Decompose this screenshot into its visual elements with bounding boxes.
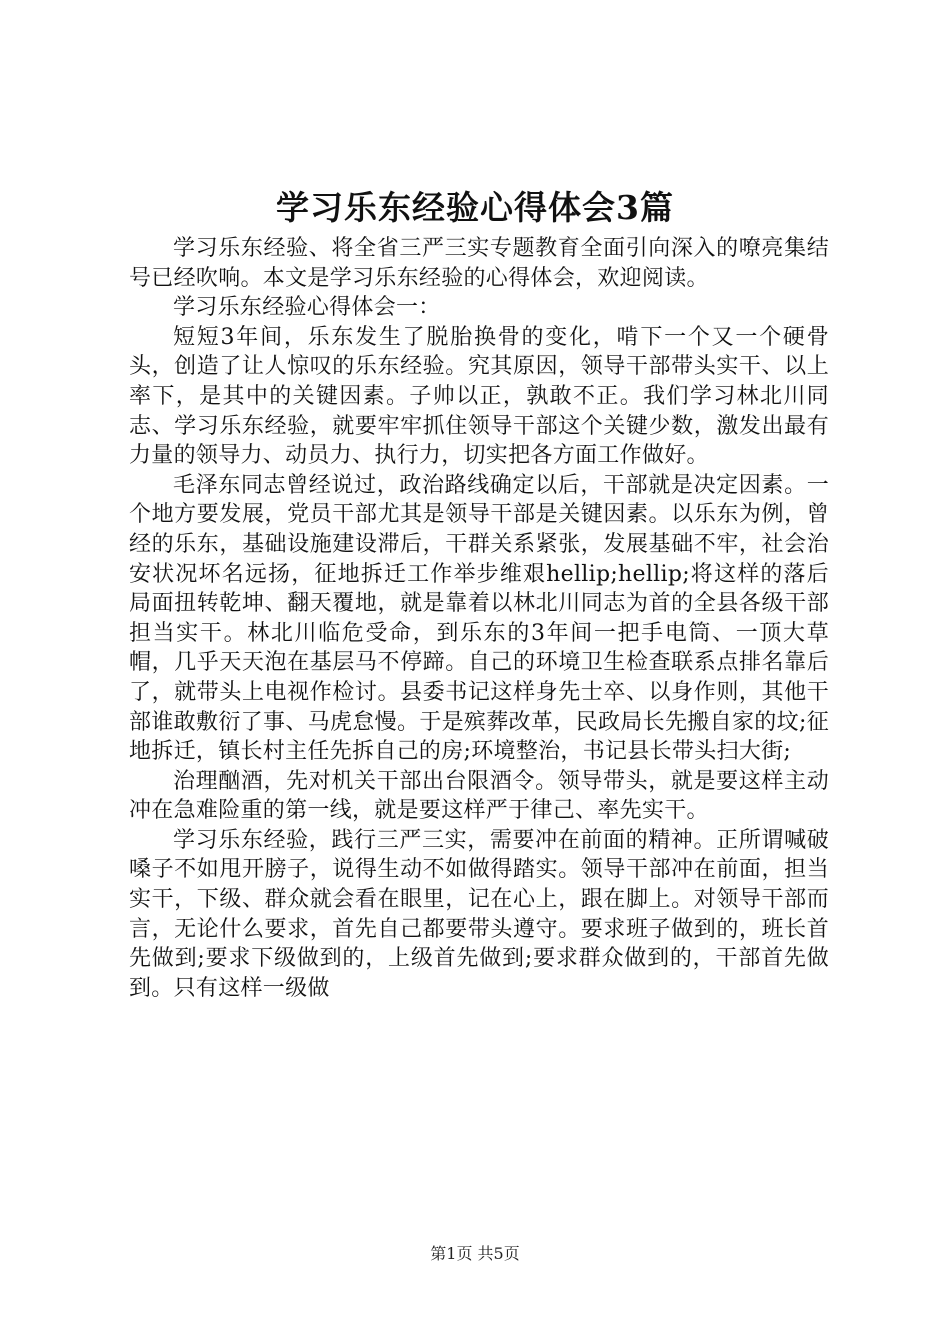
document-title: 学习乐东经验心得体会3篇	[276, 188, 674, 227]
paragraph-body-1: 短短3年间，乐东发生了脱胎换骨的变化，啃下一个又一个硬骨头，创造了让人惊叹的乐东经验。究其原因，领导干部带头实干、以上率下，是其中的关键因素。子帅以正，孰敢不正。我们学习林北川同志、学习乐东经验，就要牢牢抓住领导干部这个关键少数，激发出最有力量的领导力、动员力、执行力，切实把各方面工作做好。	[129, 324, 829, 469]
page-footer: 第1页 共5页	[430, 1244, 520, 1263]
paragraph-body-4: 学习乐东经验，践行三严三实，需要冲在前面的精神。正所谓喊破嗓子不如甩开膀子，说得生动不如做得踏实。领导干部冲在前面，担当实干，下级、群众就会看在眼里，记在心上，跟在脚上。对领导干部而言，无论什么要求，首先自己都要带头遵守。要求班子做到的，班长首先做到;要求下级做到的，上级首先做到;要求群众做到的，干部首先做到。只有这样一级做	[129, 827, 829, 1001]
paragraph-body-3: 治理酗酒，先对机关干部出台限酒令。领导带头，就是要这样主动冲在急难险重的第一线，就是要这样严于律己、率先实干。	[129, 768, 829, 824]
document-body	[129, 234, 829, 1003]
paragraph-intro: 学习乐东经验、将全省三严三实专题教育全面引向深入的嘹亮集结号已经吹响。本文是学习乐东经验的心得体会，欢迎阅读。	[129, 236, 829, 291]
paragraph-section-heading: 学习乐东经验心得体会一：	[173, 295, 441, 321]
paragraph-body-2: 毛泽东同志曾经说过，政治路线确定以后，干部就是决定因素。一个地方要发展，党员干部尤其是领导干部是关键因素。以乐东为例，曾经的乐东，基础设施建设滞后，干群关系紧张，发展基础不牢，社会治安状况坏名远扬，征地拆迁工作举步维艰hellip;hellip;将这样的落后局面扭转乾坤、翻天覆地，就是靠着以林北川同志为首的全县各级干部担当实干。林北川临危受命，到乐东的3年间一把手电筒、一顶大草帽，几乎天天泡在基层马不停蹄。自己的环境卫生检查联系点排名靠后了，就带头上电视作检讨。县委书记这样身先士卒、以身作则，其他干部谁敢敷衍了事、马虎怠慢。于是殡葬改革，民政局长先搬自家的坟;征地拆迁，镇长村主任先拆自己的房;环境整治，书记县长带头扫大街;	[129, 472, 829, 765]
